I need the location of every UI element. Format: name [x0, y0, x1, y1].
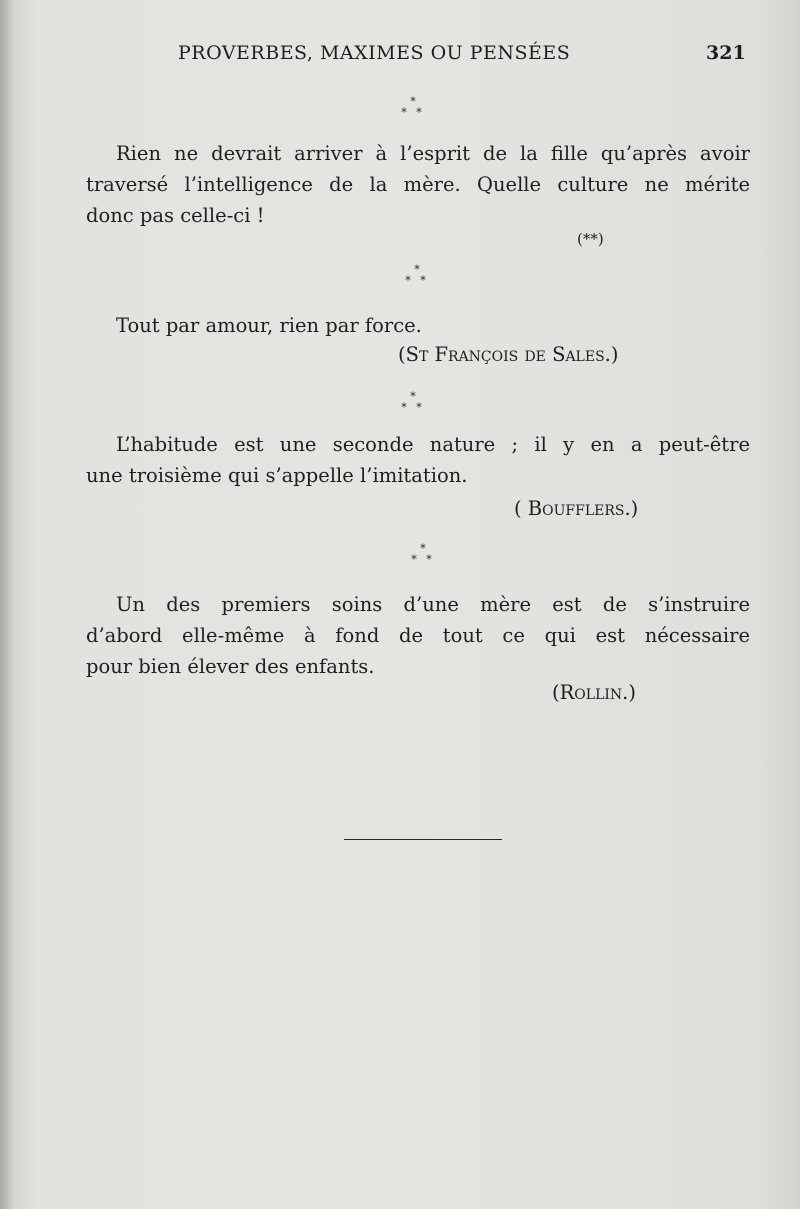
maxim-line: d’abord elle-même à fond de tout ce qui est nécessaire: [86, 624, 750, 647]
asterism-top: *: [414, 263, 420, 276]
maxim-line: pour bien élever des enfants.: [86, 655, 375, 678]
maxim-attribution: ( Boufflers.): [514, 497, 639, 520]
maxim-paragraph: [86, 429, 750, 491]
asterism-separator: [397, 264, 437, 286]
asterism-bottom: * *: [401, 401, 425, 414]
maxim-line: donc pas celle-ci !: [86, 204, 265, 227]
running-title: PROVERBES, MAXIMES OU PENSÉES: [178, 42, 571, 64]
maxim-attribution: (Rollin.): [552, 681, 636, 704]
maxim-paragraph: [86, 138, 750, 231]
asterism-top: *: [410, 390, 416, 403]
page-number: 321: [706, 42, 746, 64]
asterism-separator: [393, 96, 433, 118]
maxim-paragraph: [86, 589, 750, 682]
maxim-line: Tout par amour, rien par force.: [116, 314, 422, 337]
maxim-line: Rien ne devrait arriver à l’esprit de la fille qu’après avoir: [116, 142, 750, 165]
asterism-bottom: * *: [401, 106, 425, 119]
maxim-line: traversé l’intelligence de la mère. Quelle culture ne mérite: [86, 173, 750, 196]
asterism-top: *: [420, 542, 426, 555]
page-gutter-shadow: [0, 0, 14, 1209]
maxim-paragraph: [86, 310, 750, 341]
maxim-attribution: (**): [577, 230, 604, 248]
asterism-bottom: * *: [411, 553, 435, 566]
asterism-bottom: * *: [405, 274, 429, 287]
asterism-separator: [393, 391, 433, 413]
asterism-separator: [403, 543, 443, 565]
page-header: [0, 42, 800, 72]
end-rule: [344, 839, 502, 840]
maxim-line: L’habitude est une seconde nature ; il y en a peut-être: [116, 433, 750, 456]
maxim-line: une troisième qui s’appelle l’imitation.: [86, 464, 468, 487]
asterism-top: *: [410, 95, 416, 108]
maxim-attribution: (St François de Sales.): [398, 343, 619, 366]
maxim-line: Un des premiers soins d’une mère est de s’instruire: [116, 593, 750, 616]
